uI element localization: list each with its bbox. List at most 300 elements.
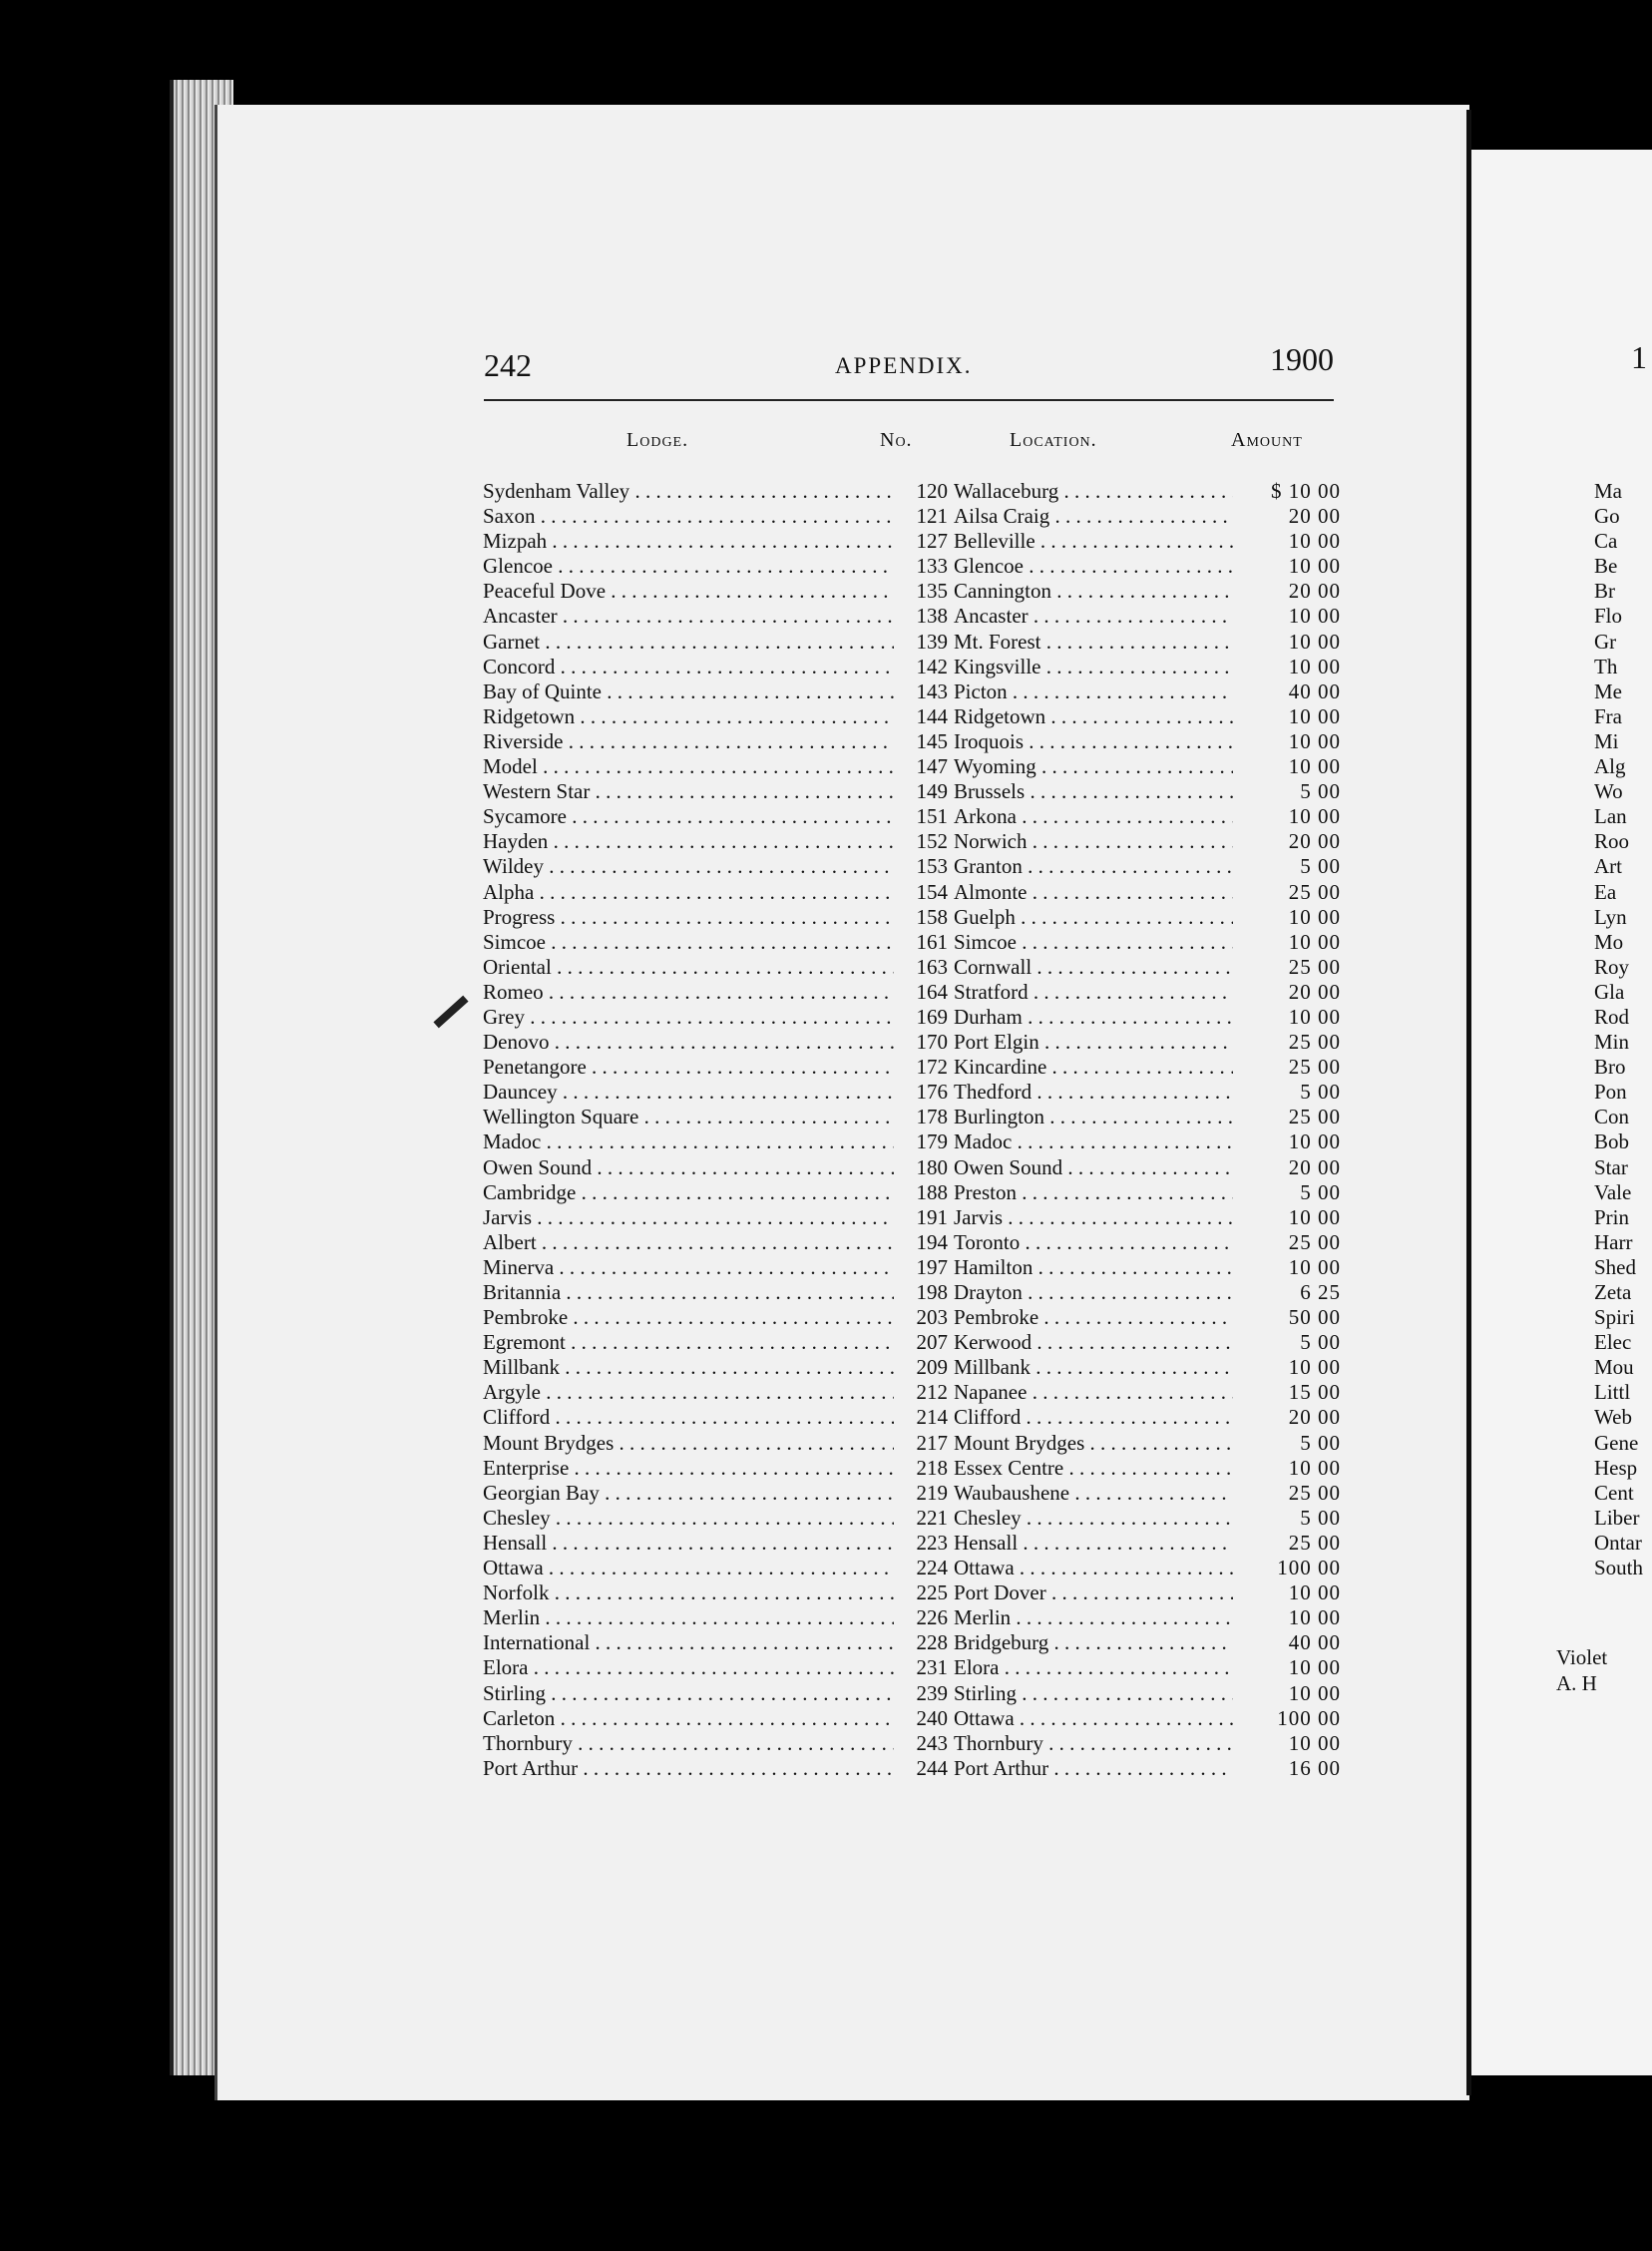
lodge-location: Bridgeburg . . . (954, 1630, 1233, 1655)
right-page-fragment: Bob (1594, 1129, 1630, 1154)
right-page-fragment: Spiri (1594, 1305, 1635, 1330)
right-page-fragment: Ontar (1594, 1530, 1642, 1555)
lodge-amount: 20 00 (1237, 579, 1341, 604)
lodge-number: 158 (894, 905, 948, 930)
table-row (483, 930, 1351, 955)
lodge-amount: 50 00 (1237, 1305, 1341, 1330)
lodge-location: Mount Brydges . . . (954, 1431, 1233, 1456)
lodge-name: Port Arthur . . . (483, 1756, 896, 1781)
right-page-fragment: Mou (1594, 1355, 1634, 1380)
lodge-amount: 10 00 (1237, 704, 1341, 729)
lodge-name: Model . . . (483, 754, 896, 779)
lodge-name: Argyle . . . (483, 1380, 896, 1405)
table-row (483, 1255, 1351, 1280)
lodge-location: Millbank . . . (954, 1355, 1233, 1380)
lodge-number: 153 (894, 854, 948, 879)
lodge-location: Granton . . . (954, 854, 1233, 879)
lodge-name: Sycamore . . . (483, 804, 896, 829)
lodge-amount: 10 00 (1237, 1605, 1341, 1630)
lodge-number: 138 (894, 604, 948, 629)
column-header-no: No. (880, 429, 913, 451)
lodge-number: 194 (894, 1230, 948, 1255)
lodge-location: Hamilton . . . (954, 1255, 1233, 1280)
lodge-name: Dauncey . . . (483, 1080, 896, 1105)
lodge-amount: 5 00 (1237, 1431, 1341, 1456)
right-page-fragment: Art (1594, 854, 1622, 879)
lodge-amount: 10 00 (1237, 604, 1341, 629)
lodge-amount: 25 00 (1237, 880, 1341, 905)
lodge-number: 244 (894, 1756, 948, 1781)
table-row (483, 729, 1351, 754)
lodge-name: Elora . . . (483, 1655, 896, 1680)
table-row (483, 1080, 1351, 1105)
lodge-name: Alpha . . . (483, 880, 896, 905)
lodge-amount: 5 00 (1237, 854, 1341, 879)
lodge-amount: 10 00 (1237, 1205, 1341, 1230)
lodge-name: Wildey . . . (483, 854, 896, 879)
right-page-fragment: Harr (1594, 1229, 1633, 1254)
table-row (483, 1355, 1351, 1380)
table-row (483, 980, 1351, 1005)
right-page-number-fragment: 1 (1631, 339, 1647, 375)
right-page-fragment: Br (1594, 579, 1615, 604)
lodge-location: Pembroke . . . (954, 1305, 1233, 1330)
table-row (483, 1456, 1351, 1481)
lodge-location: Drayton . . . (954, 1280, 1233, 1305)
lodge-name: Sydenham Valley . . . (483, 479, 896, 504)
section-title: APPENDIX. (835, 353, 973, 378)
lodge-number: 120 (894, 479, 948, 504)
lodge-number: 243 (894, 1731, 948, 1756)
lodge-number: 191 (894, 1205, 948, 1230)
lodge-amount: 5 00 (1237, 1080, 1341, 1105)
lodge-number: 226 (894, 1605, 948, 1630)
table-row (483, 1756, 1351, 1781)
year: 1900 (1270, 341, 1334, 377)
lodge-name: Bay of Quinte . . . (483, 679, 896, 704)
right-page-fragment: Be (1594, 554, 1618, 579)
lodge-amount: 20 00 (1237, 1405, 1341, 1430)
table-row (483, 1655, 1351, 1680)
right-page-fragment: Th (1594, 654, 1618, 678)
lodge-location: Elora . . . (954, 1655, 1233, 1680)
lodge-number: 228 (894, 1630, 948, 1655)
lodge-amount: 10 00 (1237, 1355, 1341, 1380)
lodge-name: Enterprise . . . (483, 1456, 896, 1481)
lodge-location: Cannington . . . (954, 579, 1233, 604)
right-page-fragment: Prin (1594, 1204, 1630, 1229)
right-page-footer-line: A. H (1556, 1671, 1597, 1695)
lodge-location: Norwich . . . (954, 829, 1233, 854)
lodge-location: Cornwall . . . (954, 955, 1233, 980)
lodge-name: Cambridge . . . (483, 1180, 896, 1205)
lodge-amount: 100 00 (1237, 1706, 1341, 1731)
right-page-fragment: Bro (1594, 1055, 1626, 1080)
lodge-number: 240 (894, 1706, 948, 1731)
lodge-name: Garnet . . . (483, 630, 896, 655)
lodge-name: Mount Brydges . . . (483, 1431, 896, 1456)
lodge-name: Hensall . . . (483, 1531, 896, 1556)
table-row (483, 655, 1351, 679)
lodge-location: Preston . . . (954, 1180, 1233, 1205)
right-page-fragment: Lyn (1594, 904, 1627, 929)
table-row (483, 1706, 1351, 1731)
lodge-location: Thornbury . . . (954, 1731, 1233, 1756)
lodge-number: 207 (894, 1330, 948, 1355)
lodge-name: Romeo . . . (483, 980, 896, 1005)
lodge-location: Brussels . . . (954, 779, 1233, 804)
lodge-location: Burlington . . . (954, 1105, 1233, 1129)
table-row (483, 1405, 1351, 1430)
right-page-fragment: Ea (1594, 879, 1617, 904)
table-row (483, 1731, 1351, 1756)
lodge-name: Albert . . . (483, 1230, 896, 1255)
lodge-name: Glencoe . . . (483, 554, 896, 579)
lodge-number: 218 (894, 1456, 948, 1481)
lodge-amount: 20 00 (1237, 1155, 1341, 1180)
right-page-footer-line: Violet (1556, 1645, 1608, 1669)
right-page-fragment: Star (1594, 1154, 1628, 1179)
lodge-amount: 10 00 (1237, 1456, 1341, 1481)
table-row (483, 1630, 1351, 1655)
table-row (483, 1005, 1351, 1030)
lodge-location: Toronto . . . (954, 1230, 1233, 1255)
lodge-location: Ridgetown . . . (954, 704, 1233, 729)
right-page-text-fragments (1594, 479, 1652, 1580)
table-row (483, 1506, 1351, 1531)
lodge-location: Glencoe . . . (954, 554, 1233, 579)
right-page-fragment: Mo (1594, 929, 1624, 954)
right-page-fragment: Roy (1594, 954, 1630, 979)
lodge-number: 178 (894, 1105, 948, 1129)
right-page-fragment: Min (1594, 1030, 1630, 1055)
lodge-name: Riverside . . . (483, 729, 896, 754)
lodge-number: 212 (894, 1380, 948, 1405)
table-row (483, 1129, 1351, 1154)
lodge-name: Stirling . . . (483, 1681, 896, 1706)
right-page-fragment: Vale (1594, 1179, 1632, 1204)
lodge-location: Thedford . . . (954, 1080, 1233, 1105)
right-page-fragment: Con (1594, 1105, 1630, 1129)
lodge-number: 163 (894, 955, 948, 980)
lodge-name: Jarvis . . . (483, 1205, 896, 1230)
table-row (483, 905, 1351, 930)
lodge-name: Thornbury . . . (483, 1731, 896, 1756)
lodge-amount: 5 00 (1237, 1506, 1341, 1531)
lodge-location: Guelph . . . (954, 905, 1233, 930)
lodge-location: Kerwood . . . (954, 1330, 1233, 1355)
right-page-fragment: Fra (1594, 703, 1622, 728)
lodge-number: 223 (894, 1531, 948, 1556)
lodge-amount: 10 00 (1237, 1005, 1341, 1030)
lodge-number: 231 (894, 1655, 948, 1680)
column-header-location: Location. (1010, 429, 1097, 451)
right-page-fragment: Zeta (1594, 1280, 1632, 1304)
right-page-fragment: South (1594, 1556, 1644, 1580)
lodge-amount: 25 00 (1237, 1230, 1341, 1255)
right-page-fragment: Shed (1594, 1254, 1636, 1279)
table-row (483, 854, 1351, 879)
lodge-location: Clifford . . . (954, 1405, 1233, 1430)
lodge-amount: 15 00 (1237, 1380, 1341, 1405)
lodge-name: Pembroke . . . (483, 1305, 896, 1330)
lodge-location: Almonte . . . (954, 880, 1233, 905)
right-page-fragment: Roo (1594, 829, 1630, 854)
lodge-name: Hayden . . . (483, 829, 896, 854)
right-page-fragment: Gr (1594, 629, 1617, 654)
lodge-amount: 10 00 (1237, 630, 1341, 655)
table-row (483, 504, 1351, 529)
lodge-number: 161 (894, 930, 948, 955)
lodge-name: Britannia . . . (483, 1280, 896, 1305)
lodge-number: 214 (894, 1405, 948, 1430)
lodge-name: Chesley . . . (483, 1506, 896, 1531)
lodge-number: 135 (894, 579, 948, 604)
lodge-amount: 25 00 (1237, 1030, 1341, 1055)
lodge-number: 180 (894, 1155, 948, 1180)
right-page-fragment: Rod (1594, 1004, 1630, 1029)
table-row (483, 754, 1351, 779)
lodge-name: International . . . (483, 1630, 896, 1655)
lodge-number: 219 (894, 1481, 948, 1506)
lodge-name: Peaceful Dove . . . (483, 579, 896, 604)
lodge-location: Port Arthur . . . (954, 1756, 1233, 1781)
lodge-location: Ancaster . . . (954, 604, 1233, 629)
lodge-name: Madoc . . . (483, 1129, 896, 1154)
lodge-number: 121 (894, 504, 948, 529)
lodge-name: Oriental . . . (483, 955, 896, 980)
column-header-lodge: Lodge. (626, 429, 689, 451)
lodge-name: Egremont . . . (483, 1330, 896, 1355)
lodge-number: 151 (894, 804, 948, 829)
lodge-number: 198 (894, 1280, 948, 1305)
lodge-location: Jarvis . . . (954, 1205, 1233, 1230)
table-row (483, 1030, 1351, 1055)
right-page-fragment: Flo (1594, 604, 1623, 629)
lodge-number: 143 (894, 679, 948, 704)
table-row (483, 1481, 1351, 1506)
lodge-number: 239 (894, 1681, 948, 1706)
right-page-fragment: Gene (1594, 1430, 1639, 1455)
lodge-location: Mt. Forest . . . (954, 630, 1233, 655)
table-row (483, 1556, 1351, 1580)
lodge-location: Ailsa Craig . . . (954, 504, 1233, 529)
table-row (483, 1055, 1351, 1080)
lodge-amount: 25 00 (1237, 1481, 1341, 1506)
lodge-number: 172 (894, 1055, 948, 1080)
lodge-location: Iroquois . . . (954, 729, 1233, 754)
lodge-location: Owen Sound . . . (954, 1155, 1233, 1180)
table-row (483, 1280, 1351, 1305)
lodge-number: 221 (894, 1506, 948, 1531)
table-row (483, 479, 1351, 504)
lodge-number: 170 (894, 1030, 948, 1055)
header-rule (484, 399, 1334, 401)
lodge-location: Chesley . . . (954, 1506, 1233, 1531)
right-page-fragment: Ca (1594, 529, 1618, 554)
lodge-number: 149 (894, 779, 948, 804)
lodge-location: Wallaceburg . . . (954, 479, 1233, 504)
lodge-location: Belleville . . . (954, 529, 1233, 554)
lodge-number: 154 (894, 880, 948, 905)
lodge-amount: 10 00 (1237, 1129, 1341, 1154)
table-row (483, 804, 1351, 829)
lodge-location: Kingsville . . . (954, 655, 1233, 679)
lodge-number: 139 (894, 630, 948, 655)
lodge-location: Port Elgin . . . (954, 1030, 1233, 1055)
lodge-number: 142 (894, 655, 948, 679)
lodge-name: Ridgetown . . . (483, 704, 896, 729)
lodge-number: 188 (894, 1180, 948, 1205)
lodge-name: Mizpah . . . (483, 529, 896, 554)
lodge-location: Stratford . . . (954, 980, 1233, 1005)
lodge-number: 209 (894, 1355, 948, 1380)
lodge-amount: 40 00 (1237, 679, 1341, 704)
table-row (483, 1431, 1351, 1456)
lodge-amount: 10 00 (1237, 905, 1341, 930)
right-page-fragment: Web (1594, 1405, 1632, 1430)
table-row (483, 880, 1351, 905)
lodge-location: Picton . . . (954, 679, 1233, 704)
lodge-location: Waubaushene . . . (954, 1481, 1233, 1506)
table-row (483, 630, 1351, 655)
lodge-amount: 5 00 (1237, 1180, 1341, 1205)
lodge-name: Wellington Square . . . (483, 1105, 896, 1129)
lodge-amount: 25 00 (1237, 955, 1341, 980)
lodge-location: Essex Centre . . . (954, 1456, 1233, 1481)
lodge-name: Owen Sound . . . (483, 1155, 896, 1180)
lodge-amount: 10 00 (1237, 930, 1341, 955)
lodge-amount: $ 10 00 (1237, 479, 1341, 504)
lodge-name: Ancaster . . . (483, 604, 896, 629)
table-row (483, 529, 1351, 554)
lodge-amount: 10 00 (1237, 529, 1341, 554)
right-page-fragment: Liber (1594, 1505, 1640, 1530)
lodge-amount: 10 00 (1237, 1655, 1341, 1680)
table-row (483, 704, 1351, 729)
right-page-fragment: Cent (1594, 1480, 1634, 1505)
lodge-number: 144 (894, 704, 948, 729)
lodge-amount: 10 00 (1237, 554, 1341, 579)
lodge-name: Saxon . . . (483, 504, 896, 529)
lodge-number: 164 (894, 980, 948, 1005)
lodge-location: Port Dover . . . (954, 1580, 1233, 1605)
lodge-name: Simcoe . . . (483, 930, 896, 955)
page-number: 242 (484, 347, 532, 383)
table-row (483, 1305, 1351, 1330)
right-page-fragment: Alg (1594, 754, 1626, 779)
lodge-number: 225 (894, 1580, 948, 1605)
lodge-amount: 25 00 (1237, 1531, 1341, 1556)
lodge-name: Millbank . . . (483, 1355, 896, 1380)
lodge-amount: 10 00 (1237, 655, 1341, 679)
lodge-location: Napanee . . . (954, 1380, 1233, 1405)
lodge-number: 147 (894, 754, 948, 779)
lodge-name: Concord . . . (483, 655, 896, 679)
right-page-fragment: Ma (1594, 479, 1622, 503)
table-row (483, 955, 1351, 980)
lodge-number: 203 (894, 1305, 948, 1330)
lodge-name: Minerva . . . (483, 1255, 896, 1280)
lodge-name: Denovo . . . (483, 1030, 896, 1055)
right-page-footer (1556, 1644, 1607, 1696)
table-row (483, 1230, 1351, 1255)
table-row (483, 1380, 1351, 1405)
lodge-amount: 10 00 (1237, 1731, 1341, 1756)
lodge-number: 179 (894, 1129, 948, 1154)
lodge-location: Madoc . . . (954, 1129, 1233, 1154)
lodge-number: 133 (894, 554, 948, 579)
lodge-number: 169 (894, 1005, 948, 1030)
lodge-table (483, 479, 1351, 1781)
table-row (483, 554, 1351, 579)
lodge-amount: 20 00 (1237, 980, 1341, 1005)
lodge-number: 217 (894, 1431, 948, 1456)
lodge-amount: 25 00 (1237, 1105, 1341, 1129)
lodge-amount: 100 00 (1237, 1556, 1341, 1580)
table-row (483, 779, 1351, 804)
lodge-amount: 10 00 (1237, 1255, 1341, 1280)
right-page-fragment: Gla (1594, 979, 1625, 1004)
right-page-fragment: Lan (1594, 804, 1627, 829)
lodge-name: Georgian Bay . . . (483, 1481, 896, 1506)
lodge-amount: 16 00 (1237, 1756, 1341, 1781)
lodge-name: Merlin . . . (483, 1605, 896, 1630)
lodge-number: 145 (894, 729, 948, 754)
lodge-amount: 5 00 (1237, 1330, 1341, 1355)
lodge-amount: 10 00 (1237, 804, 1341, 829)
table-row (483, 1580, 1351, 1605)
lodge-name: Progress . . . (483, 905, 896, 930)
lodge-location: Stirling . . . (954, 1681, 1233, 1706)
lodge-number: 197 (894, 1255, 948, 1280)
lodge-name: Norfolk . . . (483, 1580, 896, 1605)
lodge-name: Ottawa . . . (483, 1556, 896, 1580)
lodge-amount: 10 00 (1237, 1681, 1341, 1706)
table-row (483, 829, 1351, 854)
lodge-number: 152 (894, 829, 948, 854)
table-row (483, 579, 1351, 604)
lodge-location: Arkona . . . (954, 804, 1233, 829)
lodge-amount: 10 00 (1237, 754, 1341, 779)
table-row (483, 1155, 1351, 1180)
lodge-name: Western Star . . . (483, 779, 896, 804)
table-row (483, 604, 1351, 629)
lodge-amount: 10 00 (1237, 729, 1341, 754)
table-row (483, 1681, 1351, 1706)
lodge-location: Merlin . . . (954, 1605, 1233, 1630)
lodge-name: Clifford . . . (483, 1405, 896, 1430)
lodge-number: 176 (894, 1080, 948, 1105)
lodge-location: Wyoming . . . (954, 754, 1233, 779)
table-row (483, 1105, 1351, 1129)
right-page-fragment: Hesp (1594, 1455, 1638, 1480)
table-row (483, 679, 1351, 704)
lodge-location: Ottawa . . . (954, 1556, 1233, 1580)
lodge-name: Grey . . . (483, 1005, 896, 1030)
lodge-amount: 20 00 (1237, 504, 1341, 529)
right-page-fragment: Go (1594, 504, 1620, 529)
lodge-name: Penetangore . . . (483, 1055, 896, 1080)
table-row (483, 1180, 1351, 1205)
table-row (483, 1531, 1351, 1556)
lodge-name: Carleton . . . (483, 1706, 896, 1731)
lodge-location: Hensall . . . (954, 1531, 1233, 1556)
lodge-amount: 10 00 (1237, 1580, 1341, 1605)
table-row (483, 1605, 1351, 1630)
lodge-amount: 20 00 (1237, 829, 1341, 854)
table-row (483, 1205, 1351, 1230)
